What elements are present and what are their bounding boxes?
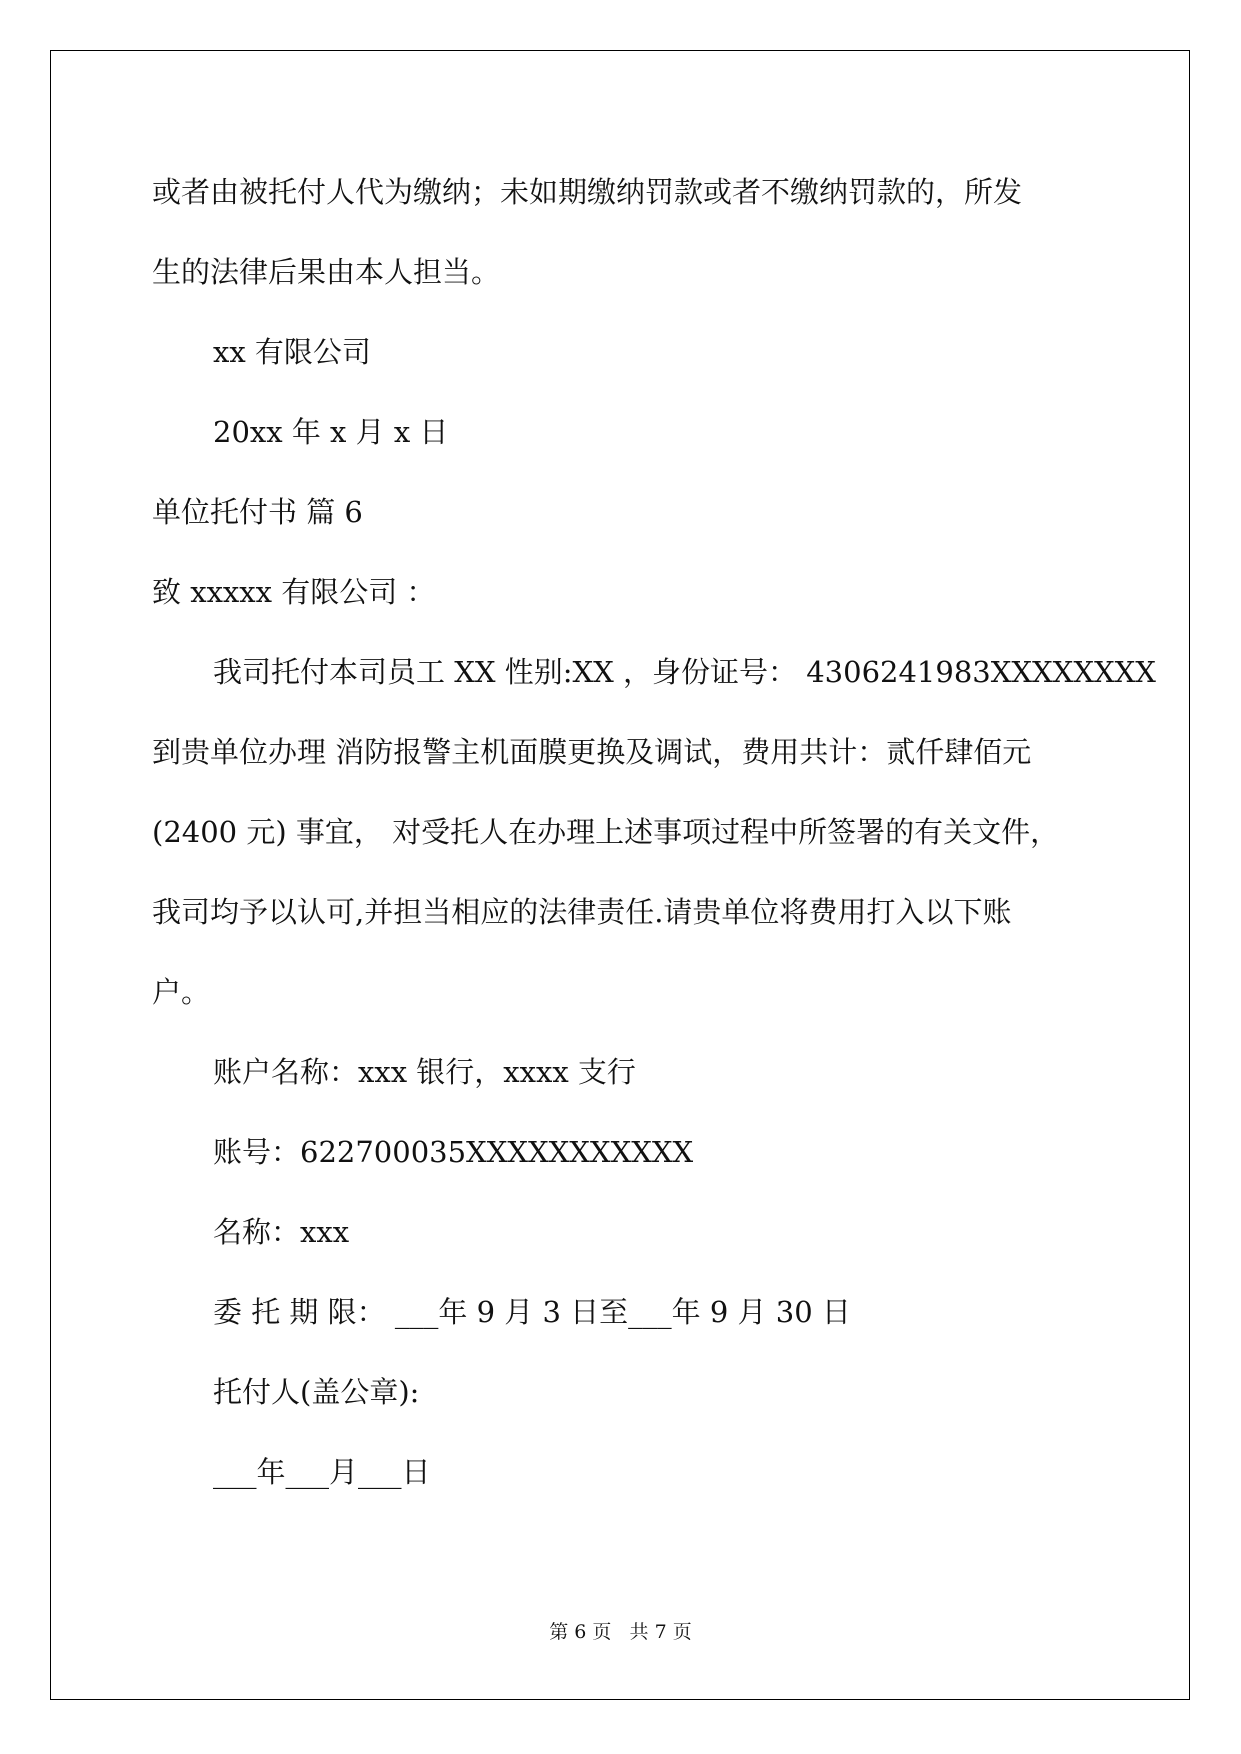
date-line: 20xx 年 x 月 x 日 [213,415,449,449]
signatory-line: 托付人(盖公章): [213,1375,420,1409]
body-text-line: 生的法律后果由本人担当。 [152,255,501,289]
body-text-line: 到贵单位办理 消防报警主机面膜更换及调试，费用共计：贰仟肆佰元 [152,735,1032,769]
account-number-line: 账号：622700035XXXXXXXXXXX [213,1135,694,1169]
company-name: xx 有限公司 [213,335,371,369]
page-border [50,50,1190,1700]
body-text-line: 我司托付本司员工 XX 性别:XX ，身份证号： 4306241983XXXXXXXX [213,655,1156,689]
body-text-line: 户。 [152,975,211,1009]
signature-date-line: ___年___月___日 [213,1455,431,1489]
validity-period-line: 委 托 期 限： ___年 9 月 3 日至___年 9 月 30 日 [213,1295,851,1329]
addressee-line: 致 xxxxx 有限公司 ： [152,575,436,609]
body-text-line: 或者由被托付人代为缴纳；未如期缴纳罚款或者不缴纳罚款的，所发 [152,175,1023,209]
section-heading: 单位托付书 篇 6 [152,495,363,529]
account-name-line: 账户名称：xxx 银行，xxxx 支行 [213,1055,636,1089]
name-line: 名称：xxx [213,1215,350,1249]
page-number-footer: 第 6 页 共 7 页 [549,1621,692,1643]
body-text-line: 我司均予以认可,并担当相应的法律责任.请贵单位将费用打入以下账 [152,895,1012,929]
body-text-line: (2400 元) 事宜， 对受托人在办理上述事项过程中所签署的有关文件， [152,815,1060,849]
